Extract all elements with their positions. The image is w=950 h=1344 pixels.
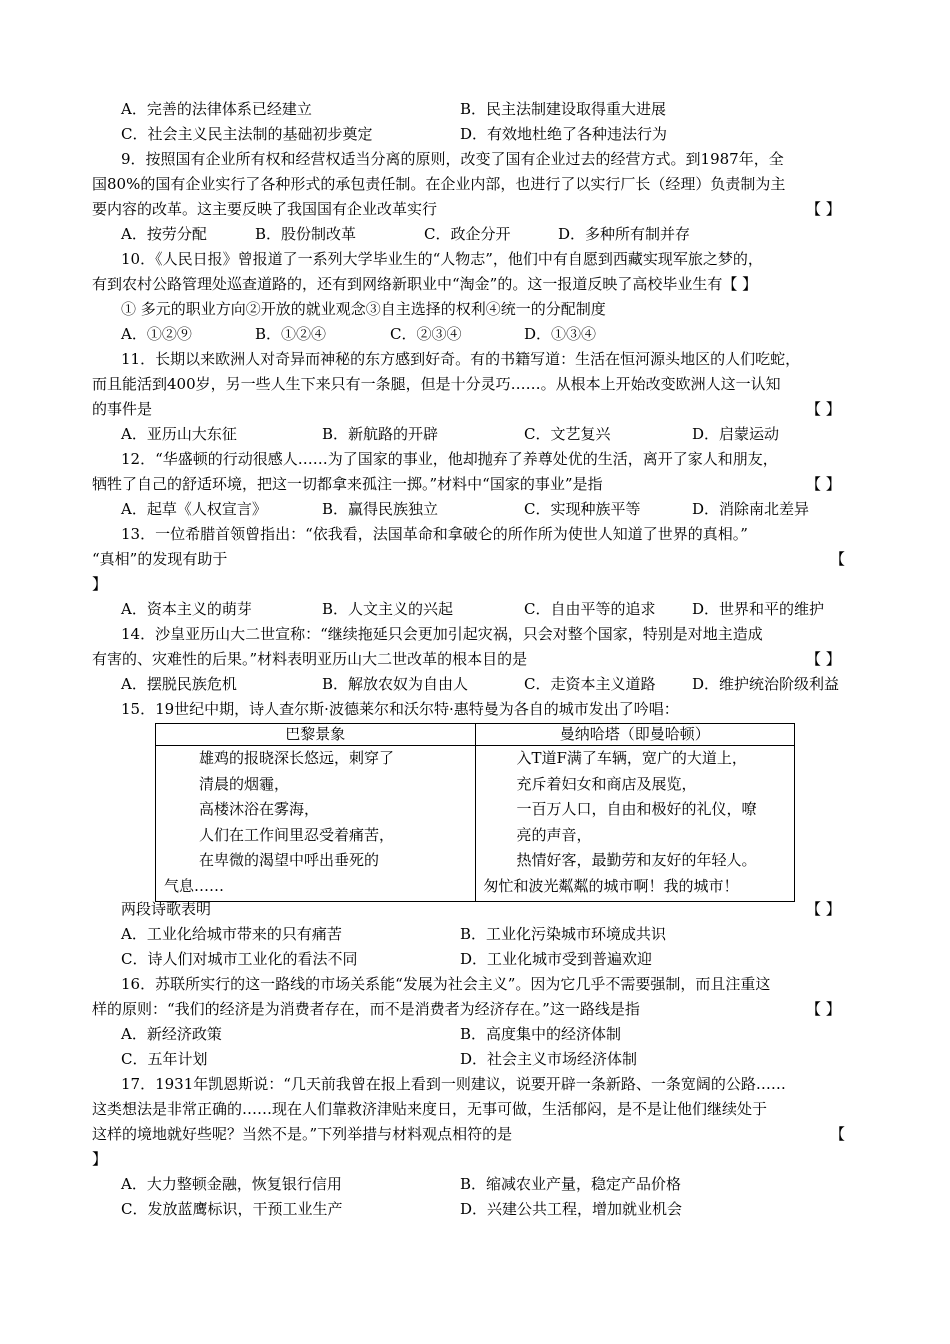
q12-option-b: B．赢得民族独立 (322, 500, 439, 518)
q10-option-a: A．①②⑨ (121, 325, 192, 343)
q17-bracket-close: 】 (92, 1150, 108, 1168)
poem-right-line: 匆忙和波光粼粼的城市啊！我的城市！ (483, 876, 739, 895)
poem-right-cell (475, 746, 795, 902)
q16-stem-line2: 样的原则：“我们的经济是为消费者存在，而不是消费者为经济存在。”这一路线是指 (92, 1000, 640, 1018)
poem-right-line: 入T道F满了车辆，宽广的大道上， (516, 749, 747, 767)
q16-answer-bracket: 【 】 (806, 1000, 841, 1018)
q14-option-d: D．维护统治阶级利益 (692, 675, 840, 693)
q13-option-a: A．资本主义的萌芽 (121, 600, 252, 618)
q9-option-a: A．按劳分配 (121, 225, 207, 243)
q11-stem-line1: 11．长期以来欧洲人对奇异而神秘的东方感到好奇。有的书籍写道：生活在恒河源头地区的人们吃蛇， (121, 350, 801, 368)
q11-stem-line3: 的事件是 (92, 400, 153, 418)
poem-left-line: 在卑微的渴望中呼出垂死的 (199, 851, 380, 869)
q13-option-d: D．世界和平的维护 (692, 600, 825, 618)
poem-comparison-table (155, 723, 795, 902)
q17-stem-line3: 这样的境地就好些呢？当然不是。”下列举措与材料观点相符的是 (92, 1125, 513, 1143)
q10-option-b: B．①②④ (255, 325, 327, 343)
q9-stem-line3: 要内容的改革。这主要反映了我国国有企业改革实行 (92, 200, 438, 218)
q14-option-c: C．走资本主义道路 (524, 675, 656, 693)
q14-answer-bracket: 【 】 (806, 650, 841, 668)
q17-option-b: B．缩减农业产量，稳定产品价格 (460, 1175, 682, 1193)
poem-right-line: 热情好客，最勤劳和友好的年轻人。 (516, 851, 757, 869)
q13-option-c: C．自由平等的追求 (524, 600, 656, 618)
q11-option-d: D．启蒙运动 (692, 425, 780, 443)
q13-option-b: B．人文主义的兴起 (322, 600, 454, 618)
q16-option-b: B．高度集中的经济体制 (460, 1025, 622, 1043)
poem-right-line: 充斥着妇女和商店及展览， (516, 774, 697, 793)
poem-right-line: 亮的声音， (516, 825, 592, 844)
q11-stem-line2: 而且能活到400岁，另一些人生下来只有一条腿，但是十分灵巧……。从根本上开始改变欧洲人这一认知 (92, 375, 781, 393)
q11-answer-bracket: 【 】 (806, 400, 841, 418)
q12-stem-line2: 牺牲了自己的舒适环境，把这一切都拿来孤注一掷。”材料中“国家的事业”是指 (92, 475, 603, 493)
q13-stem-line2: “真相”的发现有助于 (92, 550, 228, 568)
q12-stem-line1: 12．“华盛顿的行动很感人……为了国家的事业，他却抛弃了养尊处优的生活，离开了家人和朋友， (121, 450, 778, 468)
q9-stem-line2: 国80%的国有企业实行了各种形式的承包责任制。在企业内部，也进行了以实行厂长（经理）负责制为主 (92, 175, 786, 193)
q15-stem-line2: 两段诗歌表明 (121, 900, 212, 918)
poem-left-line: 清晨的烟霾， (199, 774, 290, 793)
q11-option-c: C．文艺复兴 (524, 425, 611, 443)
q17-option-d: D．兴建公共工程，增加就业机会 (460, 1200, 683, 1218)
q9-stem-line1: 9．按照国有企业所有权和经营权适当分离的原则，改变了国有企业过去的经营方式。到1987年，全 (121, 150, 784, 168)
q15-option-a: A．工业化给城市带来的只有痛苦 (121, 925, 342, 943)
q8-option-d: D．有效地杜绝了各种违法行为 (460, 125, 668, 143)
q13-bracket-open: 【 (830, 550, 846, 568)
poem-left-cell (156, 746, 476, 902)
poem-left-line: 高楼沐浴在雾海， (199, 800, 320, 818)
q14-stem-line2: 有害的、灾难性的后果。”材料表明亚历山大二世改革的根本目的是 (92, 650, 528, 668)
q17-option-c: C．发放蓝鹰标识，干预工业生产 (121, 1200, 343, 1218)
q16-option-c: C．五年计划 (121, 1050, 208, 1068)
q8-option-a: A．完善的法律体系已经建立 (121, 100, 312, 118)
q17-bracket-open: 【 (830, 1125, 846, 1143)
q14-stem-line1: 14．沙皇亚历山大二世宣称：“继续拖延只会更加引起灾祸，只会对整个国家，特别是对地主造成 (121, 625, 763, 643)
q15-option-b: B．工业化污染城市环境成共识 (460, 925, 667, 943)
q9-option-d: D．多种所有制并存 (558, 225, 691, 243)
q11-option-b: B．新航路的开辟 (322, 425, 439, 443)
q13-bracket-close: 】 (92, 575, 108, 593)
q14-option-b: B．解放农奴为自由人 (322, 675, 469, 693)
q17-stem-line2: 这类想法是非常正确的……现在人们靠救济津贴来度日，无事可做，生活郁闷，是不是让他们继续处于 (92, 1100, 768, 1118)
poem-left-title: 巴黎景象 (156, 724, 476, 746)
q8-option-b: B．民主法制建设取得重大进展 (460, 100, 667, 118)
q13-stem-line1: 13．一位希腊首领曾指出：“依我看，法国革命和拿破仑的所作所为使世人知道了世界的真相。” (121, 525, 748, 543)
q9-option-c: C．政企分开 (424, 225, 511, 243)
q15-option-d: D．工业化城市受到普遍欢迎 (460, 950, 653, 968)
poem-right-title: 曼纳哈塔（即曼哈顿） (475, 724, 795, 746)
q10-stem-line2: 有到农村公路管理处巡查道路的，还有到网络新职业中“淘金”的。这一报道反映了高校毕业生有【 】 (92, 275, 758, 293)
q12-option-c: C．实现种族平等 (524, 500, 641, 518)
q15-stem-line1: 15．19世纪中期，诗人查尔斯·波德莱尔和沃尔特·惠特曼为各自的城市发出了吟唱： (121, 700, 679, 718)
q17-option-a: A．大力整顿金融，恢复银行信用 (121, 1175, 342, 1193)
q11-option-a: A．亚历山大东征 (121, 425, 237, 443)
q16-stem-line1: 16．苏联所实行的这一路线的市场关系能“发展为社会主义”。因为它几乎不需要强制，而且注重这 (121, 975, 771, 993)
poem-left-line: 人们在工作间里忍受着痛苦， (199, 825, 395, 844)
q16-option-d: D．社会主义市场经济体制 (460, 1050, 638, 1068)
q10-stem-line1: 10．《人民日报》曾报道了一系列大学毕业生的“人物志”，他们中有自愿到西藏实现军旅之梦的， (121, 250, 763, 268)
q8-option-c: C．社会主义民主法制的基础初步奠定 (121, 125, 373, 143)
q15-answer-bracket: 【 】 (806, 900, 841, 918)
q14-option-a: A．摆脱民族危机 (121, 675, 237, 693)
q10-stem-line3: ① 多元的职业方向②开放的就业观念③自主选择的权利④统一的分配制度 (121, 300, 606, 318)
poem-right-line: 一百万人口，自由和极好的礼仪，嘹 (516, 800, 757, 818)
q12-option-d: D．消除南北差异 (692, 500, 810, 518)
q12-option-a: A．起草《人权宣言》 (121, 500, 267, 518)
q9-answer-bracket: 【 】 (806, 200, 841, 218)
q16-option-a: A．新经济政策 (121, 1025, 222, 1043)
q12-answer-bracket: 【 】 (806, 475, 841, 493)
q10-option-c: C．②③④ (390, 325, 462, 343)
q17-stem-line1: 17．1931年凯恩斯说：“几天前我曾在报上看到一则建议，说要开辟一条新路、一条宽阔的公路…… (121, 1075, 786, 1093)
poem-left-line: 雄鸡的报晓深长悠远，刺穿了 (199, 749, 395, 767)
q9-option-b: B．股份制改革 (255, 225, 357, 243)
q10-option-d: D．①③④ (524, 325, 597, 343)
q15-option-c: C．诗人们对城市工业化的看法不同 (121, 950, 358, 968)
poem-left-line: 气息…… (164, 876, 225, 895)
